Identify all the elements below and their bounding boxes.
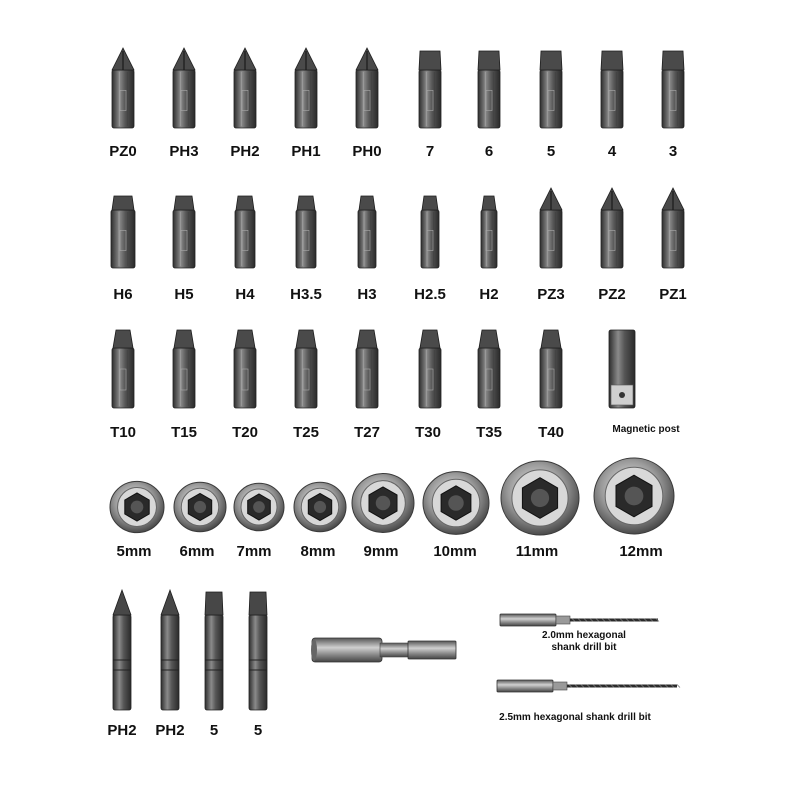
bit-label-t20: T20 — [232, 424, 258, 441]
socket-label-7mm: 7mm — [236, 543, 272, 560]
long-bit-label-5-b: 5 — [253, 722, 263, 739]
socket-label-11mm: 11mm — [515, 543, 559, 560]
bit-label-6: 6 — [484, 143, 494, 160]
bit-row2-0-icon — [111, 196, 135, 268]
bit-label-h4: H4 — [235, 286, 255, 303]
bit-row2-7-icon — [540, 188, 562, 268]
bit-label-h3-5: H3.5 — [290, 286, 322, 303]
bit-label-t10: T10 — [110, 424, 136, 441]
bit-row3-7-icon — [540, 330, 562, 408]
bit-row1-2-icon — [234, 48, 256, 128]
bit-label-h3: H3 — [357, 286, 377, 303]
socket-7-icon — [594, 458, 674, 534]
bit-row3-3-icon — [295, 330, 317, 408]
drill-bit-2mm-label: 2.0mm hexagonal shank drill bit — [542, 630, 626, 653]
socket-0-icon — [110, 481, 164, 532]
long-bit-label-ph2-b: PH2 — [155, 722, 185, 739]
drill-bit-2-5mm-label: 2.5mm hexagonal shank drill bit — [499, 712, 651, 723]
drill-bit-2mm-icon — [500, 614, 659, 626]
socket-label-6mm: 6mm — [179, 543, 215, 560]
bit-row2-5-icon — [421, 196, 439, 268]
bit-label-h5: H5 — [174, 286, 194, 303]
bit-row3-6-icon — [478, 330, 500, 408]
long-bit-0-icon — [113, 590, 131, 710]
bit-holder-extension-icon — [311, 638, 456, 662]
socket-label-9mm: 9mm — [363, 543, 399, 560]
bit-row2-6-icon — [481, 196, 497, 268]
socket-label-5mm: 5mm — [116, 543, 152, 560]
bit-label-4: 4 — [607, 143, 617, 160]
socket-2-icon — [234, 483, 284, 531]
bit-label-5: 5 — [546, 143, 556, 160]
bit-row1-9-icon — [662, 51, 684, 128]
bit-row3-4-icon — [356, 330, 378, 408]
bit-label-pz3: PZ3 — [537, 286, 565, 303]
magnetic-post-icon — [609, 330, 635, 408]
bit-label-pz0: PZ0 — [109, 143, 137, 160]
bit-row2-4-icon — [358, 196, 376, 268]
long-bit-label-ph2-a: PH2 — [107, 722, 137, 739]
bit-row1-3-icon — [295, 48, 317, 128]
bit-label-ph1: PH1 — [291, 143, 321, 160]
long-bit-1-icon — [161, 590, 179, 710]
bit-label-t15: T15 — [171, 424, 197, 441]
bit-row1-6-icon — [478, 51, 500, 128]
bit-label-t35: T35 — [476, 424, 502, 441]
long-bit-3-icon — [249, 592, 267, 710]
bit-row3-0-icon — [112, 330, 134, 408]
bit-label-pz1: PZ1 — [659, 286, 687, 303]
bit-row2-8-icon — [601, 188, 623, 268]
bit-row2-9-icon — [662, 188, 684, 268]
bit-label-t27: T27 — [354, 424, 380, 441]
bit-label-3: 3 — [668, 143, 678, 160]
bit-label-t30: T30 — [415, 424, 441, 441]
bit-label-ph2: PH2 — [230, 143, 260, 160]
bit-row3-1-icon — [173, 330, 195, 408]
bit-label-h2-5: H2.5 — [414, 286, 446, 303]
bit-row1-1-icon — [173, 48, 195, 128]
bit-row2-3-icon — [296, 196, 316, 268]
socket-4-icon — [352, 474, 414, 533]
bit-label-ph0: PH0 — [352, 143, 382, 160]
bit-row1-0-icon — [112, 48, 134, 128]
socket-label-8mm: 8mm — [300, 543, 336, 560]
socket-label-10mm: 10mm — [433, 543, 477, 560]
bit-row1-5-icon — [419, 51, 441, 128]
drill-bit-2-5mm-icon — [497, 680, 680, 692]
bit-row1-8-icon — [601, 51, 623, 128]
magnetic-post-label: Magnetic post — [612, 424, 680, 435]
bit-label-h2: H2 — [479, 286, 499, 303]
bit-row1-4-icon — [356, 48, 378, 128]
bit-row3-5-icon — [419, 330, 441, 408]
bit-label-h6: H6 — [113, 286, 133, 303]
long-bit-2-icon — [205, 592, 223, 710]
bit-label-t40: T40 — [538, 424, 564, 441]
bit-row2-1-icon — [173, 196, 195, 268]
socket-3-icon — [294, 482, 346, 531]
bit-row3-2-icon — [234, 330, 256, 408]
socket-5-icon — [423, 472, 489, 535]
long-bit-label-5-a: 5 — [209, 722, 219, 739]
bit-label-7: 7 — [425, 143, 435, 160]
bit-label-pz2: PZ2 — [598, 286, 626, 303]
bit-row1-7-icon — [540, 51, 562, 128]
bit-row2-2-icon — [235, 196, 255, 268]
socket-1-icon — [174, 482, 226, 531]
socket-label-12mm: 12mm — [619, 543, 663, 560]
socket-6-icon — [501, 461, 579, 535]
bit-label-t25: T25 — [293, 424, 319, 441]
bit-label-ph3: PH3 — [169, 143, 199, 160]
